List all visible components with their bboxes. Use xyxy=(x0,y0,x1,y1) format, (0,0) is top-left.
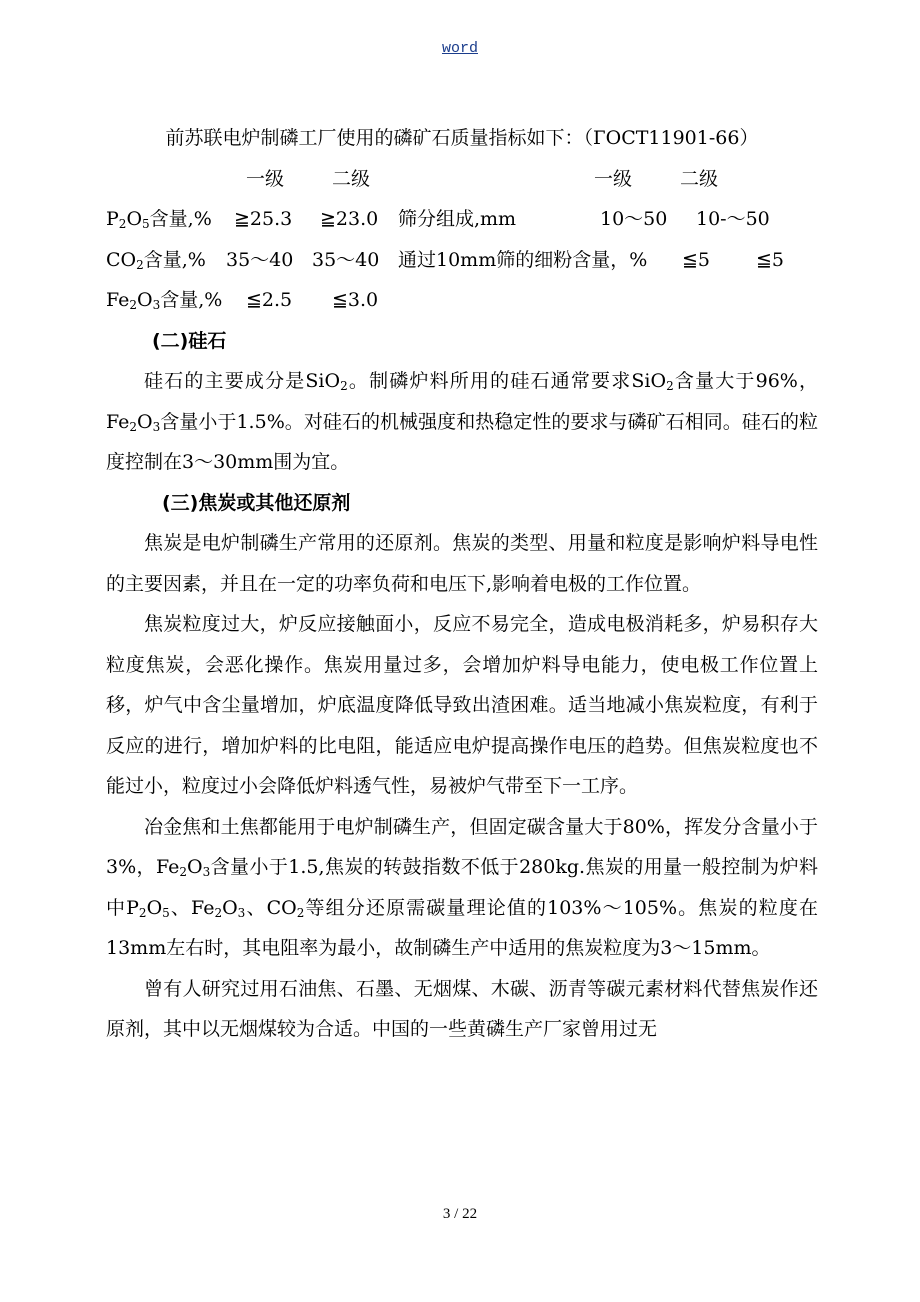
col-head-left-1: 一级 xyxy=(246,167,285,190)
row-label: $CO_2$含量,% xyxy=(106,248,206,272)
col-head-right-2: 二级 xyxy=(680,167,719,190)
document-body xyxy=(106,118,818,1050)
table-row-co2 xyxy=(106,240,818,281)
paragraph-silica: 硅石的主要成分是SiO$_2$。制磷炉料所用的硅石通常要求SiO$_2$含量大于96%，$Fe_2O_3$含量小于1.5%。对硅石的机械强度和热稳定性的要求与磷矿石相同。硅石的粒度控制在3～30mm围为宜。 xyxy=(106,370,819,473)
row-value-2: ≧23.0 xyxy=(320,208,379,230)
row-value-1: ≦2.5 xyxy=(246,289,293,311)
col-head-right-1: 一级 xyxy=(594,167,633,190)
row-right-label: 筛分组成,mm xyxy=(398,208,517,230)
row-label: $Fe_2O_3$含量,% xyxy=(106,289,223,312)
paragraph-coke-types: 冶金焦和土焦都能用于电炉制磷生产，但固定碳含量大于80%，挥发分含量小于3%，$Fe_2O_3$含量小于1.5,焦炭的转鼓指数不低于280kg.焦炭的用量一般控制为炉料中$P_2O_5$、$Fe_2O_3$、$CO_2$等组分还原需碳量理论值的103%～105%。焦炭的粒度在13mm左右时，其电阻率为最小，故制磷生产中适用的焦炭粒度为3～15mm。 xyxy=(106,815,818,959)
paragraph-coke-size: 焦炭粒度过大，炉反应接触面小，反应不易完全，造成电极消耗多，炉易积存大粒度焦炭，会恶化操作。焦炭用量过多，会增加炉料导电能力，使电极工作位置上移，炉气中含尘量增加，炉底温度降低导致出渣困难。适当地减小焦炭粒度，有利于反应的进行，增加炉料的比电阻，能适应电炉提高操作电压的趋势。但焦炭粒度也不能过小，粒度过小会降低炉料透气性，易被炉气带至下一工序。 xyxy=(106,613,818,797)
row-value-1: 35～40 xyxy=(226,248,294,271)
table-row-fe2o3 xyxy=(106,280,818,321)
row-right-value-1: ≦5 xyxy=(682,248,711,271)
row-right-value-2: ≦5 xyxy=(756,248,785,271)
section-title-coke: (三)焦炭或其他还原剂 xyxy=(162,491,351,514)
row-right-value-1: 10～50 xyxy=(600,208,668,230)
row-value-1: ≧25.3 xyxy=(234,208,293,230)
table-column-headers xyxy=(106,159,818,200)
row-right-value-2: 10-～50 xyxy=(696,208,770,230)
paragraph-alternatives: 曾有人研究过用石油焦、石墨、无烟煤、木碳、沥青等碳元素材料代替焦炭作还原剂，其中以无烟煤较为合适。中国的一些黄磷生产厂家曾用过无 xyxy=(106,977,818,1040)
row-label: $P_2O_5$含量,% xyxy=(106,208,212,231)
row-value-2: ≦3.0 xyxy=(332,289,379,311)
row-right-label: 通过10mm筛的细粉含量，% xyxy=(398,248,648,271)
page-number: 3 / 22 xyxy=(442,1206,478,1222)
table-title: 前苏联电炉制磷工厂使用的磷矿石质量指标如下：（ГОСТ11901-66） xyxy=(165,127,759,149)
header-word-link[interactable]: word xyxy=(441,40,478,57)
paragraph-coke-intro: 焦炭是电炉制磷生产常用的还原剂。焦炭的类型、用量和粒度是影响炉料导电性的主要因素，并且在一定的功率负荷和电压下,影响着电极的工作位置。 xyxy=(106,532,818,595)
row-value-2: 35～40 xyxy=(312,248,380,271)
table-row-p2o5 xyxy=(106,199,818,240)
col-head-left-2: 二级 xyxy=(332,167,371,190)
section-title-silica: (二)硅石 xyxy=(152,329,227,352)
